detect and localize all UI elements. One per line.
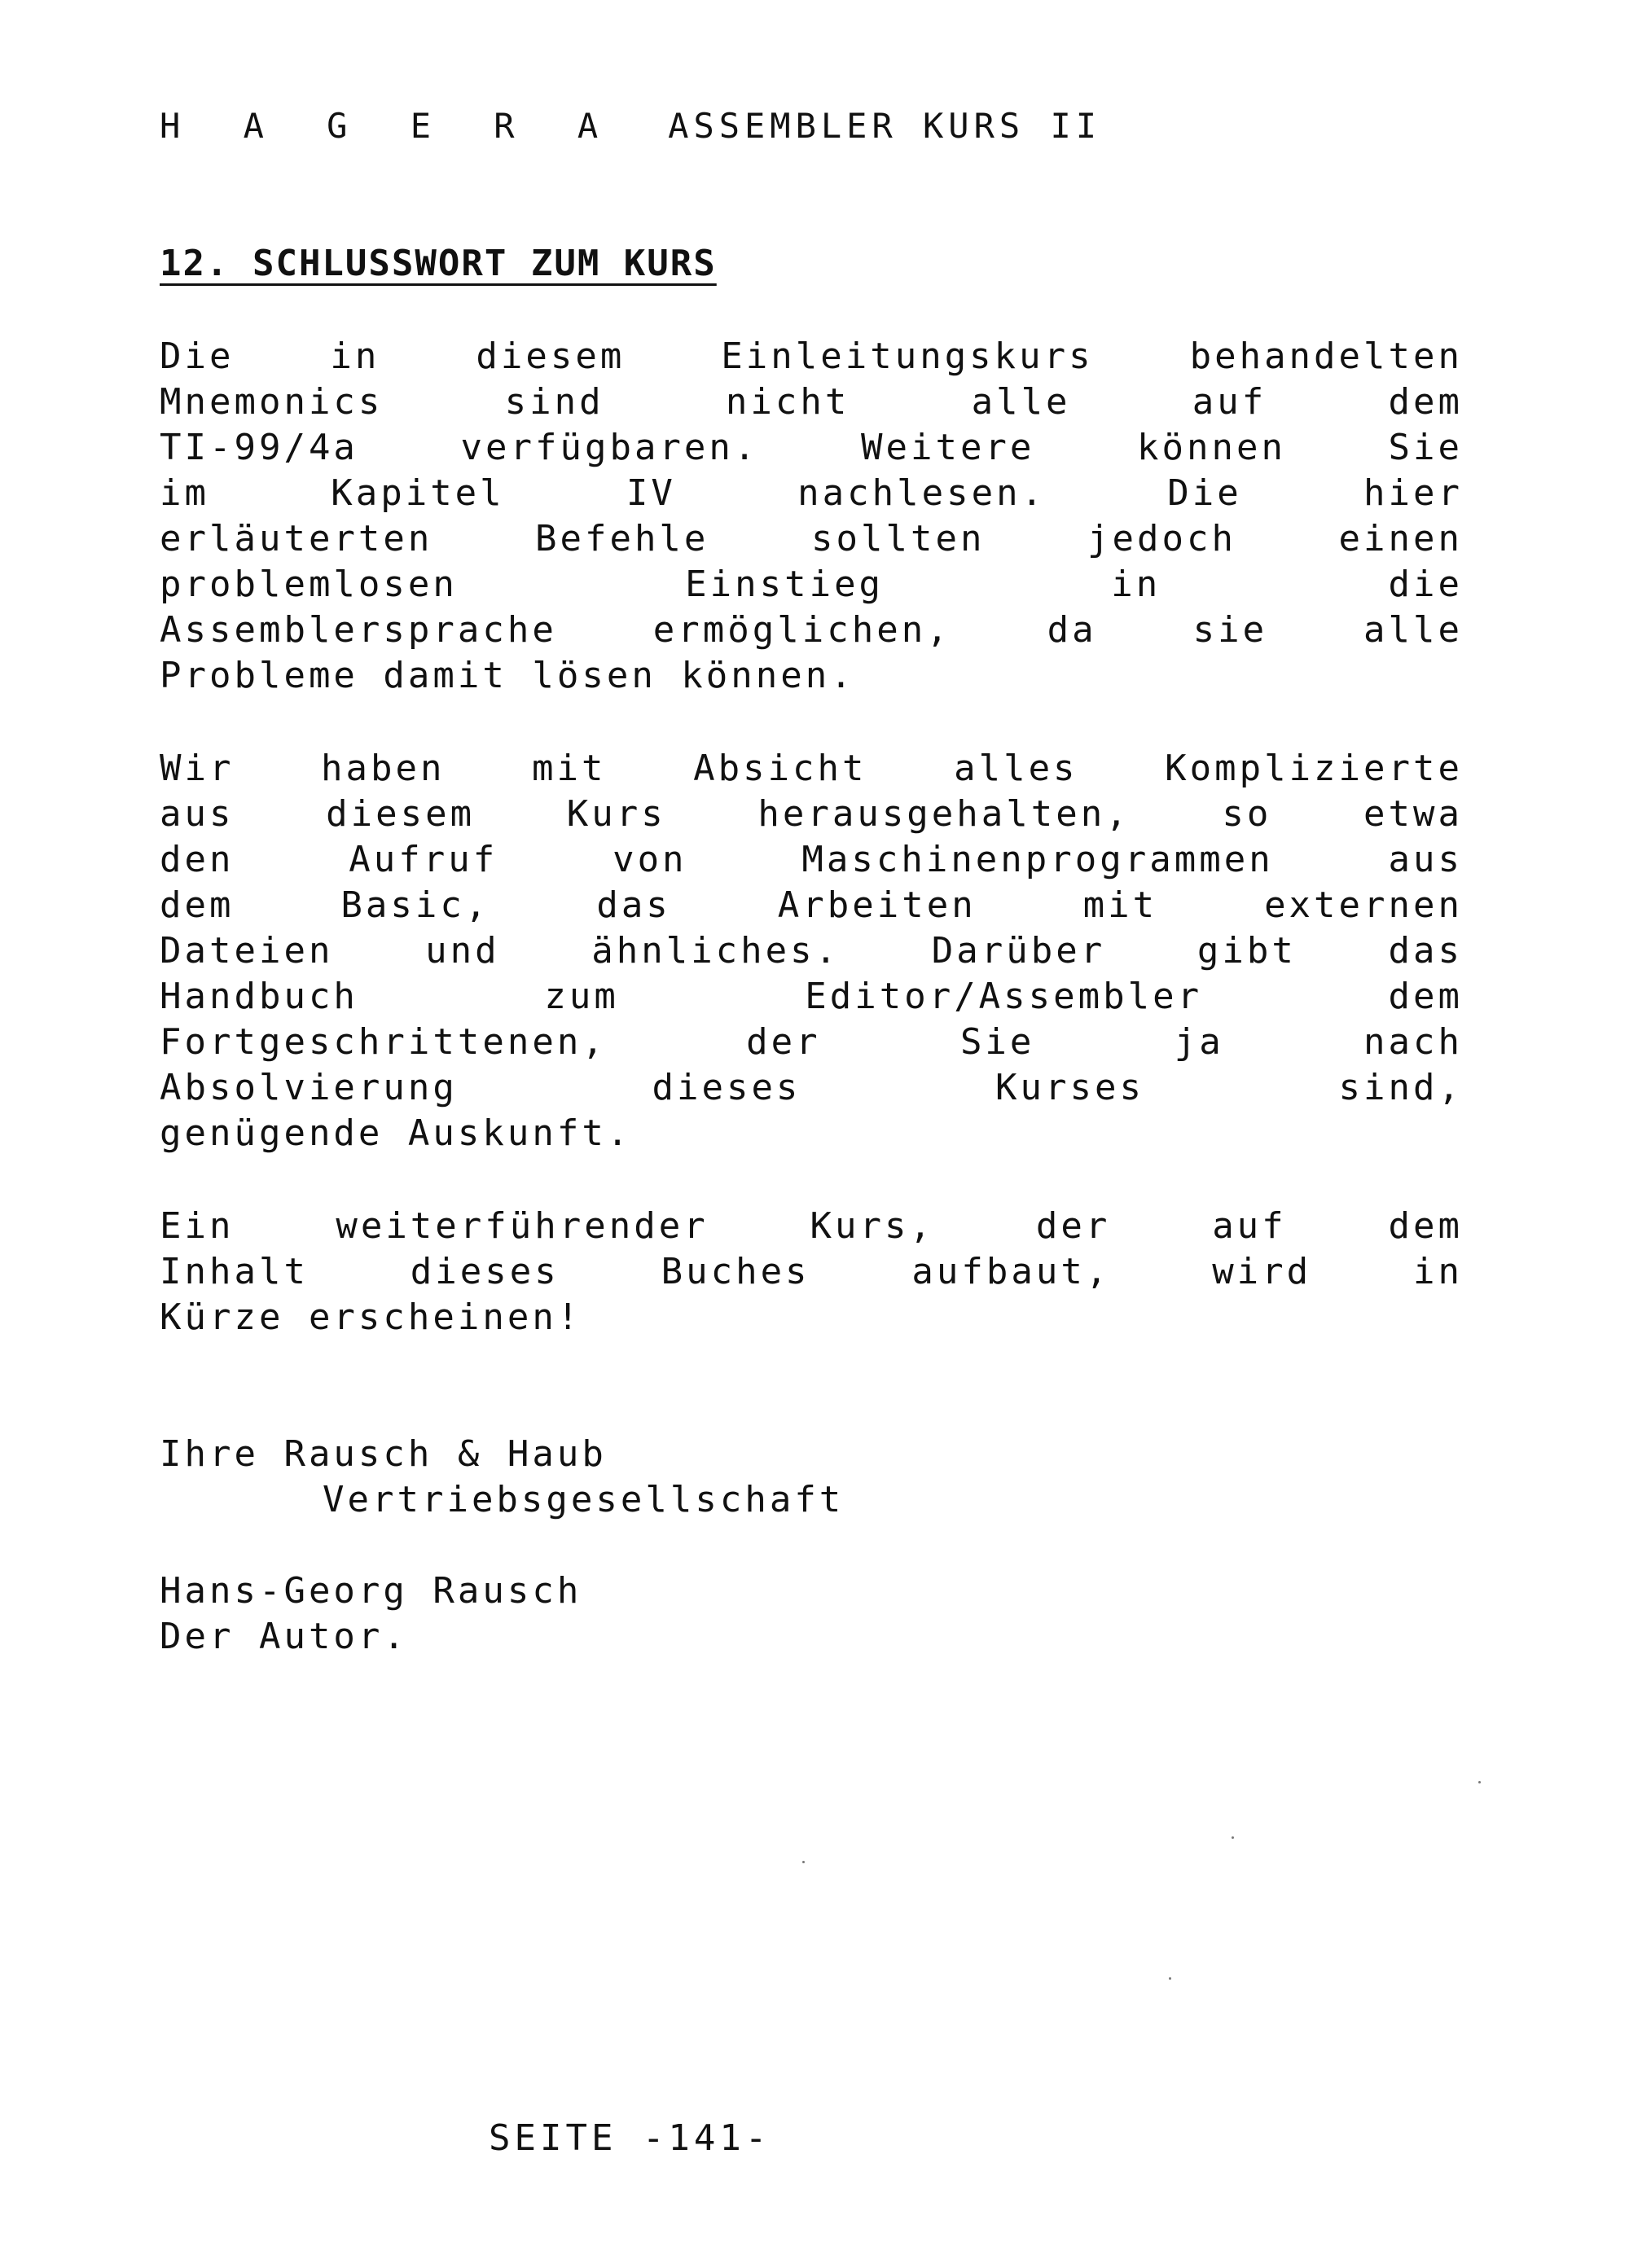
text-line: problemlosen Einstieg in die <box>160 564 1463 605</box>
text-line: genügende Auskunft. <box>160 1112 632 1154</box>
scan-speck <box>1232 1836 1234 1839</box>
scan-speck <box>1169 1977 1171 1980</box>
header-course-title: ASSEMBLER KURS II <box>668 106 1102 146</box>
text-line: Assemblersprache ermöglichen, da sie alle <box>160 609 1463 651</box>
signature-company-suffix: Vertriebsgesellschaft <box>323 1479 845 1520</box>
page-header <box>160 106 1101 146</box>
paragraph-2 <box>160 746 1463 1156</box>
text-line: TI-99/4a verfügbaren. Weitere können Sie <box>160 427 1463 468</box>
signature-author-role: Der Autor. <box>160 1616 408 1657</box>
text-line: dem Basic, das Arbeiten mit externen <box>160 884 1463 926</box>
text-line: Handbuch zum Editor/Assembler dem <box>160 976 1463 1017</box>
text-line: Dateien und ähnliches. Darüber gibt das <box>160 930 1463 972</box>
paragraph-3 <box>160 1204 1463 1340</box>
text-line: Die in diesem Einleitungskurs behandelten <box>160 336 1463 377</box>
paragraph-1 <box>160 334 1463 699</box>
signature-author-name: Hans-Georg Rausch <box>160 1570 582 1612</box>
header-brand: H A G E R A <box>160 106 620 146</box>
signature-company: Ihre Rausch & Haub <box>160 1433 607 1475</box>
text-line: Fortgeschrittenen, der Sie ja nach <box>160 1021 1463 1063</box>
scan-speck <box>1478 1781 1481 1783</box>
section-heading: 12. SCHLUSSWORT ZUM KURS <box>160 243 717 284</box>
text-line: Kürze erscheinen! <box>160 1296 582 1338</box>
text-line: Inhalt dieses Buches aufbaut, wird in <box>160 1251 1463 1292</box>
page-number: SEITE -141- <box>489 2117 771 2159</box>
text-line: Wir haben mit Absicht alles Komplizierte <box>160 748 1463 789</box>
scan-speck <box>802 1861 805 1863</box>
text-line: Probleme damit lösen können. <box>160 655 855 696</box>
text-line: erläuterten Befehle sollten jedoch einen <box>160 518 1463 559</box>
text-line: Mnemonics sind nicht alle auf dem <box>160 381 1463 423</box>
text-line: den Aufruf von Maschinenprogrammen aus <box>160 839 1463 880</box>
text-line: im Kapitel IV nachlesen. Die hier <box>160 472 1463 514</box>
text-line: Absolvierung dieses Kurses sind, <box>160 1067 1463 1108</box>
text-line: aus diesem Kurs herausgehalten, so etwa <box>160 793 1463 835</box>
text-line: Ein weiterführender Kurs, der auf dem <box>160 1205 1463 1247</box>
